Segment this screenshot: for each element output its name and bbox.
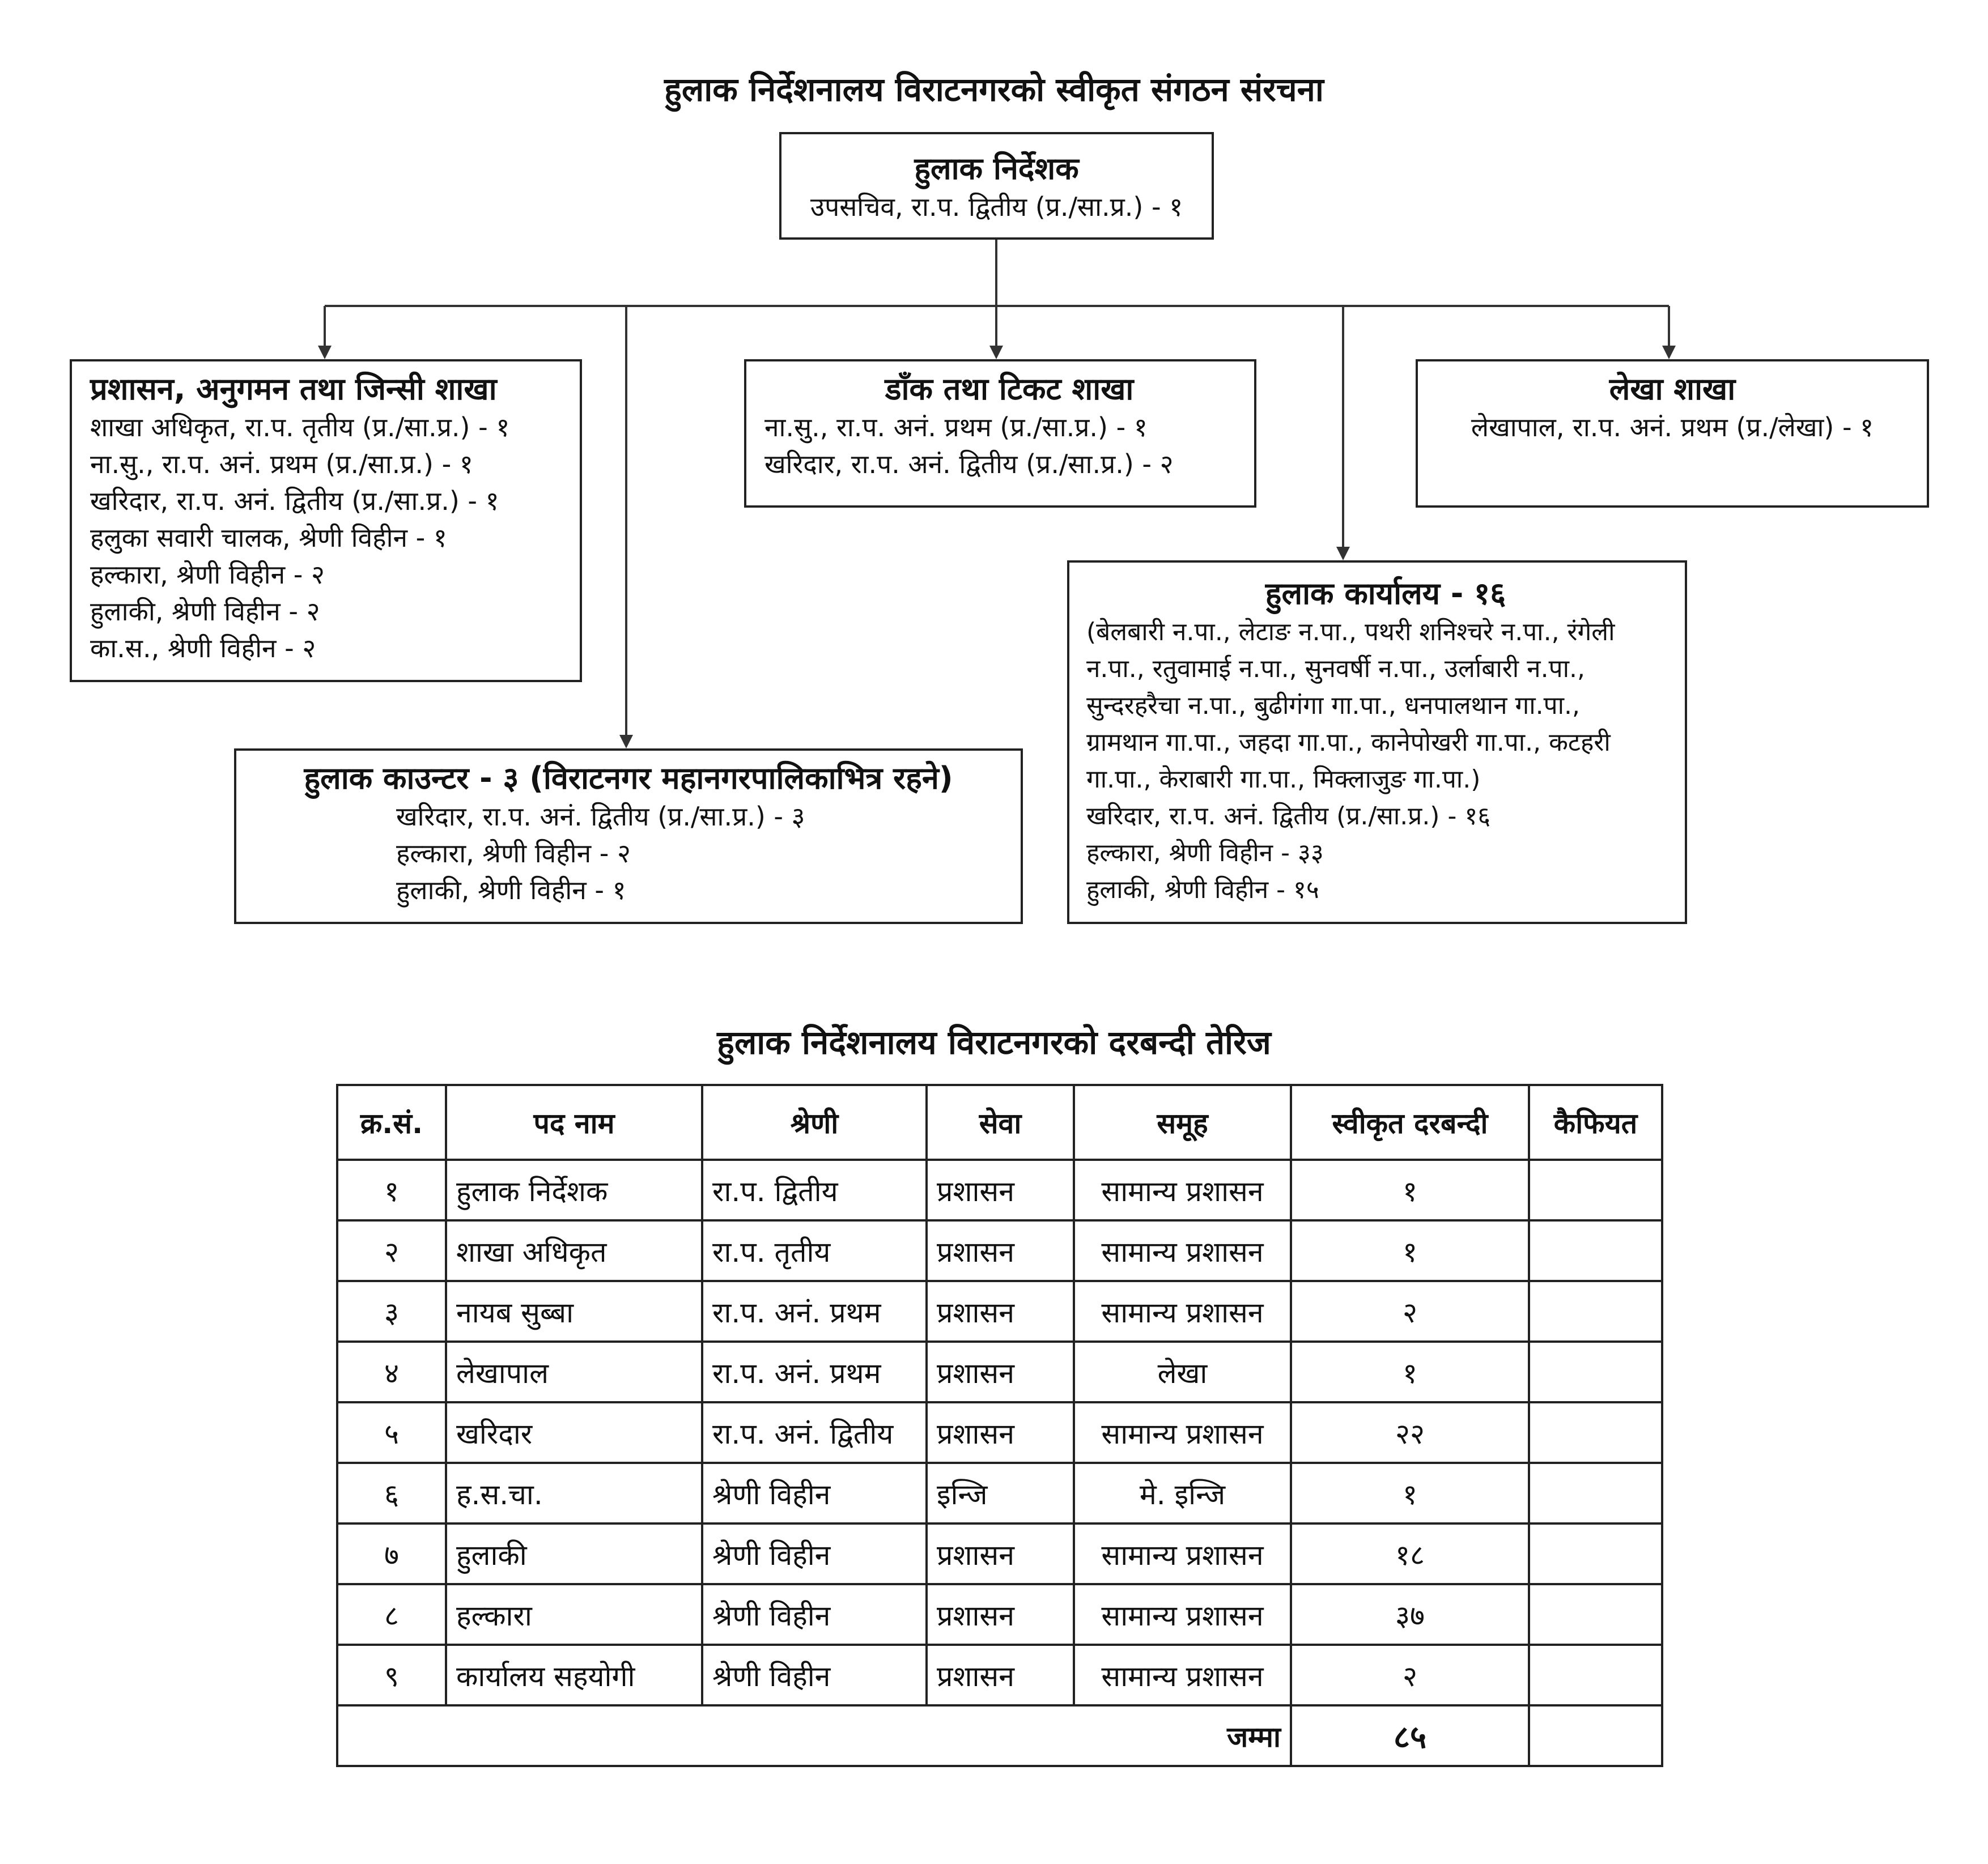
cell-serial: ८ [337,1584,446,1645]
cell-class: श्रेणी विहीन [702,1584,927,1645]
cell-group: सामान्य प्रशासन [1074,1160,1291,1220]
cell-approved: २२ [1291,1402,1529,1463]
cell-service: प्रशासन [927,1160,1074,1220]
post-offices-line: ग्रामथान गा.पा., जहदा गा.पा., कानेपोखरी गा.पा., कटहरी [1086,728,1611,757]
arrow-stamp-icon [989,346,1003,359]
post-offices-line: (बेलबारी न.पा., लेटाङ न.पा., पथरी शनिश्चरे न.पा., रंगेली [1086,618,1615,646]
table-row [337,1402,1662,1463]
table-row [337,1523,1662,1584]
cell-serial: ९ [337,1645,446,1705]
cell-serial: ५ [337,1402,446,1463]
cell-service: प्रशासन [927,1645,1074,1705]
arrow-counter-icon [619,735,633,748]
counter-staff-line: खरिदार, रा.प. अनं. द्वितीय (प्र./सा.प्र.) - ३ [396,801,805,832]
cell-class: श्रेणी विहीन [702,1523,927,1584]
table-row [337,1584,1662,1645]
cell-group: सामान्य प्रशासन [1074,1645,1291,1705]
cell-class: रा.प. अनं. प्रथम [702,1342,927,1402]
cell-serial: ७ [337,1523,446,1584]
cell-post-name: लेखापाल [446,1342,702,1402]
post-offices-line: हुलाकी, श्रेणी विहीन - १५ [1086,875,1319,904]
cell-remarks [1529,1523,1662,1584]
cell-class: रा.प. तृतीय [702,1220,927,1281]
cell-approved: १ [1291,1463,1529,1523]
cell-approved: १८ [1291,1523,1529,1584]
table-row [337,1160,1662,1220]
cell-class: रा.प. अनं. द्वितीय [702,1402,927,1463]
admin-branch-box [70,359,582,682]
cell-remarks [1529,1281,1662,1342]
admin-branch-title: प्रशासन, अनुगमन तथा जिन्सी शाखा [90,371,497,407]
cell-approved: २ [1291,1281,1529,1342]
admin-staff-line: शाखा अधिकृत, रा.प. तृतीय (प्र./सा.प्र.) - १ [90,412,510,442]
post-offices-line: खरिदार, रा.प. अनं. द्वितीय (प्र./सा.प्र.) - १६ [1086,802,1491,831]
cell-group: लेखा [1074,1342,1291,1402]
counter-staff-line: हुलाकी, श्रेणी विहीन - १ [396,875,626,905]
header-approved: स्वीकृत दरबन्दी [1291,1085,1529,1160]
stamp-staff-line: खरिदार, रा.प. अनं. द्वितीय (प्र./सा.प्र.) - २ [764,449,1174,479]
table-header-row [337,1085,1662,1160]
admin-staff-line: हलुका सवारी चालक, श्रेणी विहीन - १ [90,522,447,553]
cell-approved: १ [1291,1342,1529,1402]
cell-serial: ३ [337,1281,446,1342]
admin-staff-line: का.स., श्रेणी विहीन - २ [90,633,316,663]
cell-approved: १ [1291,1220,1529,1281]
cell-remarks [1529,1160,1662,1220]
header-serial: क्र.सं. [337,1085,446,1160]
cell-class: रा.प. अनं. प्रथम [702,1281,927,1342]
cell-service: प्रशासन [927,1523,1074,1584]
cell-group: सामान्य प्रशासन [1074,1220,1291,1281]
header-service: सेवा [927,1085,1074,1160]
stamp-branch-box [744,359,1256,508]
cell-service: प्रशासन [927,1402,1074,1463]
cell-remarks [1529,1645,1662,1705]
cell-service: प्रशासन [927,1281,1074,1342]
header-class: श्रेणी [702,1085,927,1160]
cell-service: प्रशासन [927,1584,1074,1645]
admin-staff-line: ना.सु., रा.प. अनं. प्रथम (प्र./सा.प्र.) - १ [90,449,473,479]
cell-serial: ६ [337,1463,446,1523]
accounts-branch-title: लेखा शाखा [1609,371,1736,407]
cell-class: श्रेणी विहीन [702,1645,927,1705]
director-line: उपसचिव, रा.प. द्वितीय (प्र./सा.प्र.) - १ [810,191,1183,222]
cell-post-name: हल्कारा [446,1584,702,1645]
header-post-name: पद नाम [446,1085,702,1160]
admin-staff-line: हल्कारा, श्रेणी विहीन - २ [90,559,325,590]
stamp-branch-title: डाँक तथा टिकट शाखा [885,371,1134,407]
table-row [337,1645,1662,1705]
cell-service: इन्जि [927,1463,1074,1523]
cell-approved: ३७ [1291,1584,1529,1645]
chart-title: हुलाक निर्देशनालय विराटनगरको स्वीकृत संगठन संरचना [664,70,1324,109]
post-offices-line: सुन्दरहरैचा न.पा., बुढीगंगा गा.पा., धनपालथान गा.पा., [1086,691,1580,720]
cell-group: सामान्य प्रशासन [1074,1281,1291,1342]
post-offices-line: हल्कारा, श्रेणी विहीन - ३३ [1086,839,1324,867]
accounts-staff-line: लेखापाल, रा.प. अनं. प्रथम (प्र./लेखा) - १ [1471,412,1874,442]
post-offices-line: न.पा., रतुवामाई न.पा., सुनवर्षी न.पा., उर्लाबारी न.पा., [1086,654,1585,683]
total-remarks [1529,1705,1662,1766]
director-box [779,132,1214,240]
counter-staff-line: हल्कारा, श्रेणी विहीन - २ [396,838,631,869]
header-remarks: कैफियत [1529,1085,1662,1160]
cell-remarks [1529,1342,1662,1402]
table-row [337,1342,1662,1402]
post-offices-title: हुलाक कार्यालय - १६ [1265,576,1506,611]
total-label: जम्मा [337,1705,1291,1766]
table-row [337,1281,1662,1342]
cell-service: प्रशासन [927,1220,1074,1281]
cell-post-name: खरिदार [446,1402,702,1463]
cell-post-name: नायब सुब्बा [446,1281,702,1342]
director-title: हुलाक निर्देशक [914,151,1079,186]
arrow-offices-icon [1336,547,1350,560]
table-row [337,1463,1662,1523]
cell-post-name: कार्यालय सहयोगी [446,1645,702,1705]
cell-group: मे. इन्जि [1074,1463,1291,1523]
cell-group: सामान्य प्रशासन [1074,1523,1291,1584]
cell-serial: ४ [337,1342,446,1402]
table-title: हुलाक निर्देशनालय विराटनगरको दरबन्दी तेरिज [717,1023,1271,1062]
cell-remarks [1529,1584,1662,1645]
cell-remarks [1529,1402,1662,1463]
table-row [337,1220,1662,1281]
cell-serial: २ [337,1220,446,1281]
table-total-row [337,1705,1662,1766]
cell-approved: २ [1291,1645,1529,1705]
header-group: समूह [1074,1085,1291,1160]
accounts-branch-box [1416,359,1929,508]
arrow-admin-icon [318,346,332,359]
cell-approved: १ [1291,1160,1529,1220]
cell-post-name: ह.स.चा. [446,1463,702,1523]
admin-staff-line: खरिदार, रा.प. अनं. द्वितीय (प्र./सा.प्र.) - १ [90,486,499,516]
cell-remarks [1529,1463,1662,1523]
cell-post-name: हुलाक निर्देशक [446,1160,702,1220]
admin-staff-line: हुलाकी, श्रेणी विहीन - २ [90,596,320,627]
total-value: ८५ [1291,1705,1529,1766]
cell-group: सामान्य प्रशासन [1074,1584,1291,1645]
counter-title: हुलाक काउन्टर - ३ (विराटनगर महानगरपालिकाभित्र रहने) [304,760,953,796]
cell-post-name: हुलाकी [446,1523,702,1584]
cell-service: प्रशासन [927,1342,1074,1402]
cell-class: रा.प. द्वितीय [702,1160,927,1220]
cell-post-name: शाखा अधिकृत [446,1220,702,1281]
position-table [336,1084,1663,1767]
post-offices-box [1067,560,1687,924]
cell-class: श्रेणी विहीन [702,1463,927,1523]
cell-remarks [1529,1220,1662,1281]
cell-group: सामान्य प्रशासन [1074,1402,1291,1463]
arrow-accounts-icon [1662,346,1676,359]
post-offices-line: गा.पा., केराबारी गा.पा., मिक्लाजुङ गा.पा.) [1086,765,1481,794]
counter-box [234,748,1023,924]
cell-serial: १ [337,1160,446,1220]
stamp-staff-line: ना.सु., रा.प. अनं. प्रथम (प्र./सा.प्र.) - १ [764,412,1148,442]
